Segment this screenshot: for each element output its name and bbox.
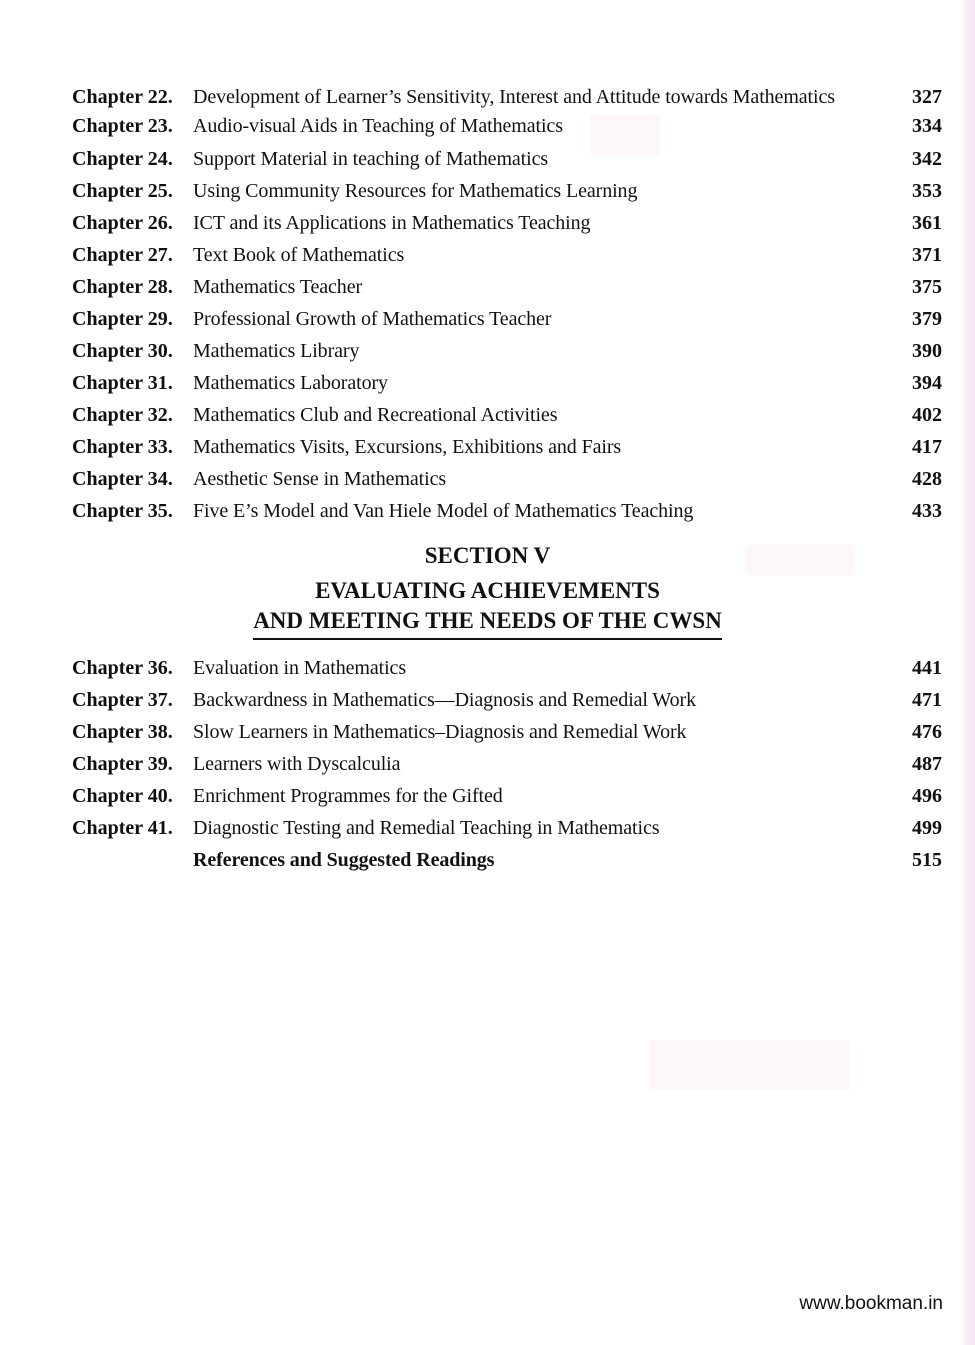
references-page: 515 <box>912 849 942 871</box>
toc-row <box>72 432 942 462</box>
chapter-title: Mathematics Teacher <box>193 276 363 298</box>
chapter-title: Diagnostic Testing and Remedial Teaching in Mathematics <box>193 817 660 839</box>
chapter-page: 327 <box>912 86 942 108</box>
chapter-title: Enrichment Programmes for the Gifted <box>193 785 503 807</box>
chapter-number: Chapter 32. <box>72 404 173 426</box>
chapter-number: Chapter 30. <box>72 340 173 362</box>
toc-row <box>72 304 942 334</box>
chapter-title: Mathematics Laboratory <box>193 372 388 394</box>
toc-row <box>72 496 942 526</box>
chapter-title: Evaluation in Mathematics <box>193 657 406 679</box>
chapter-number: Chapter 31. <box>72 372 173 394</box>
chapter-number: Chapter 37. <box>72 689 173 711</box>
chapter-page: 379 <box>912 308 942 330</box>
section-title-line2 <box>0 605 975 640</box>
chapter-page: 471 <box>912 689 942 711</box>
chapter-number: Chapter 25. <box>72 180 173 202</box>
chapter-page: 390 <box>912 340 942 362</box>
chapter-page: 496 <box>912 785 942 807</box>
chapter-title: Mathematics Club and Recreational Activities <box>193 404 558 426</box>
chapter-page: 361 <box>912 212 942 234</box>
toc-row <box>72 464 942 494</box>
chapter-title: Learners with Dyscalculia <box>193 753 401 775</box>
chapter-number: Chapter 24. <box>72 148 173 170</box>
chapter-page: 402 <box>912 404 942 426</box>
chapter-page: 476 <box>912 721 942 743</box>
chapter-title: Five E’s Model and Van Hiele Model of Mathematics Teaching <box>193 500 694 522</box>
chapter-title: Mathematics Visits, Excursions, Exhibitions and Fairs <box>193 436 622 458</box>
chapter-title: Using Community Resources for Mathematics Learning <box>193 180 638 202</box>
toc-row <box>72 336 942 366</box>
chapter-page: 353 <box>912 180 942 202</box>
chapter-title: Support Material in teaching of Mathematics <box>193 148 549 170</box>
chapter-title: Text Book of Mathematics <box>193 244 405 266</box>
chapter-title: Backwardness in Mathematics—Diagnosis and Remedial Work <box>193 689 696 711</box>
chapter-page: 433 <box>912 500 942 522</box>
toc-row <box>72 144 942 174</box>
toc-row-references <box>72 845 942 875</box>
chapter-page: 441 <box>912 657 942 679</box>
chapter-title: Professional Growth of Mathematics Teacher <box>193 308 552 330</box>
chapter-page: 371 <box>912 244 942 266</box>
chapter-number: Chapter 36. <box>72 657 173 679</box>
chapter-number: Chapter 39. <box>72 753 173 775</box>
chapter-number: Chapter 38. <box>72 721 173 743</box>
references-title: References and Suggested Readings <box>193 849 495 871</box>
toc-row <box>72 400 942 430</box>
chapter-number: Chapter 28. <box>72 276 173 298</box>
chapter-number: Chapter 26. <box>72 212 173 234</box>
publisher-url: www.bookman.in <box>799 1293 943 1314</box>
chapter-number: Chapter 29. <box>72 308 173 330</box>
page-edge-shadow <box>963 0 975 1345</box>
chapter-title: Aesthetic Sense in Mathematics <box>193 468 447 490</box>
chapter-page: 375 <box>912 276 942 298</box>
chapter-title: Development of Learner’s Sensitivity, Interest and Attitude towards Mathematics <box>193 86 835 108</box>
toc-row <box>72 653 942 683</box>
chapter-number: Chapter 35. <box>72 500 173 522</box>
chapter-number: Chapter 40. <box>72 785 173 807</box>
chapter-page: 334 <box>912 115 942 137</box>
chapter-number: Chapter 41. <box>72 817 173 839</box>
section-title-line1: EVALUATING ACHIEVEMENTS <box>315 578 660 603</box>
section-label: SECTION V <box>424 543 551 568</box>
chapter-page: 394 <box>912 372 942 394</box>
chapter-page: 499 <box>912 817 942 839</box>
chapter-number: Chapter 22. <box>72 86 173 108</box>
toc-row <box>72 176 942 206</box>
toc-row <box>72 749 942 779</box>
chapter-title: Slow Learners in Mathematics–Diagnosis and Remedial Work <box>193 721 687 743</box>
toc-row <box>72 813 942 843</box>
chapter-page: 417 <box>912 436 942 458</box>
toc-row <box>72 781 942 811</box>
toc-row <box>72 208 942 238</box>
chapter-number: Chapter 27. <box>72 244 173 266</box>
toc-row <box>72 685 942 715</box>
toc-row <box>72 82 942 112</box>
chapter-title: Audio-visual Aids in Teaching of Mathematics <box>193 115 563 137</box>
show-through-block <box>650 1040 850 1090</box>
chapter-page: 428 <box>912 468 942 490</box>
toc-row <box>72 717 942 747</box>
chapter-title: Mathematics Library <box>193 340 360 362</box>
chapter-page: 342 <box>912 148 942 170</box>
section-title-line2-text: AND MEETING THE NEEDS OF THE CWSN <box>253 605 722 640</box>
toc-row <box>72 368 942 398</box>
toc-row <box>72 272 942 302</box>
chapter-page: 487 <box>912 753 942 775</box>
chapter-number: Chapter 33. <box>72 436 173 458</box>
chapter-number: Chapter 23. <box>72 115 173 137</box>
toc-row <box>72 240 942 270</box>
toc-row <box>72 111 942 141</box>
chapter-title: ICT and its Applications in Mathematics Teaching <box>193 212 591 234</box>
chapter-number: Chapter 34. <box>72 468 173 490</box>
